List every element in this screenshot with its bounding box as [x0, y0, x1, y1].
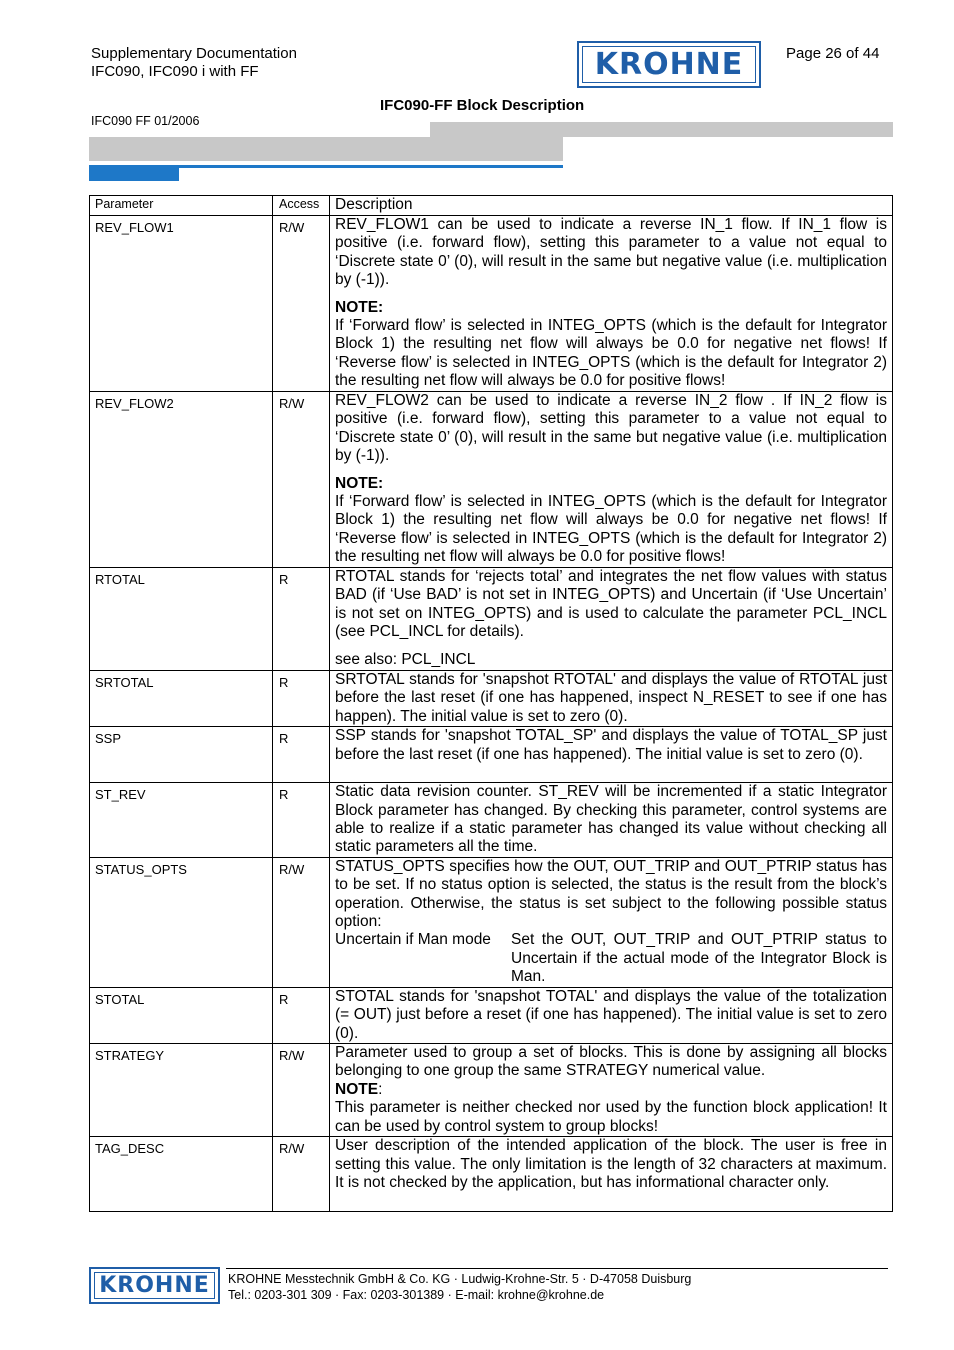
description-text: SSP stands for 'snapshot TOTAL_SP' and displays the value of TOTAL_SP just before the last reset (if one has happened). The initial value is set to zero (0). — [335, 727, 887, 763]
param-name: TAG_DESC — [90, 1137, 273, 1212]
table-row — [90, 857, 893, 987]
param-description — [330, 987, 893, 1043]
param-description — [330, 783, 893, 858]
param-access: R — [273, 987, 330, 1043]
description-text: STOTAL stands for 'snapshot TOTAL' and displays the value of the totalization (= OUT) just before a reset (if one has happened). The initial value is set to zero (0). — [335, 987, 887, 1042]
param-description — [330, 568, 893, 671]
parameter-table — [89, 195, 893, 1212]
header-band-blue-block — [89, 168, 179, 181]
param-description — [330, 857, 893, 987]
description-text: User description of the intended application of the block. The user is free in setting this value. The only limitation is the length of 32 characters at maximum. It is not checked by the application, but has informational character only. — [335, 1137, 887, 1191]
param-access: R — [273, 568, 330, 671]
note-colon: : — [378, 1080, 383, 1098]
footer-contact: Tel.: 0203-301 309 · Fax: 0203-301389 · E-mail: krohne@krohne.de — [228, 1288, 605, 1302]
description-text: REV_FLOW1 can be used to indicate a reverse IN_1 flow. If IN_1 flow is positive (i.e. forward flow), setting this parameter to a value not equal to ‘Discrete state 0’ (0), will result in the same but negative value (i.e. multiplication by (-1)). — [335, 216, 887, 289]
description-text: RTOTAL stands for ‘rejects total’ and integrates the net flow values with status BAD (if ‘Use BAD’ is not set in INTEG_OPTS) and Uncertain (if ‘Use Uncertain’ is not set on INTEG_OPTS) and is used to calculate the parameter PCL_INCL (see PCL_INCL for details). — [335, 568, 887, 641]
param-description — [330, 1044, 893, 1137]
note-label: NOTE: — [335, 474, 384, 492]
note-label: NOTE: — [335, 298, 384, 316]
status-option-description: Set the OUT, OUT_TRIP and OUT_PTRIP status to Uncertain if the actual mode of the Integrator Block is Man. — [511, 931, 887, 986]
header-band-grey-left — [89, 137, 563, 161]
table-row — [90, 987, 893, 1043]
note-label: NOTE — [335, 1080, 379, 1098]
param-access: R/W — [273, 392, 330, 568]
table-row — [90, 392, 893, 568]
param-name: STATUS_OPTS — [90, 857, 273, 987]
footer-logo-text: KROHNE — [94, 1272, 215, 1299]
param-name: STRATEGY — [90, 1044, 273, 1137]
doc-title-line2: IFC090, IFC090 i with FF — [91, 63, 259, 80]
table-row — [90, 671, 893, 727]
col-header-parameter: Parameter — [90, 196, 273, 216]
param-access: R/W — [273, 216, 330, 392]
param-access: R/W — [273, 1044, 330, 1137]
param-description — [330, 671, 893, 727]
table-header-row — [90, 196, 893, 216]
param-access: R — [273, 727, 330, 783]
col-header-access: Access — [273, 196, 330, 216]
table-row — [90, 216, 893, 392]
logo-text: KROHNE — [582, 46, 756, 83]
param-access: R/W — [273, 1137, 330, 1212]
param-description — [330, 216, 893, 392]
param-access: R — [273, 783, 330, 858]
param-access: R/W — [273, 857, 330, 987]
description-text: Static data revision counter. ST_REV will be incremented if a static Integrator Block parameter has changed. By checking this parameter, control systems are able to realize if a static parameter has changed its value without checking all static parameters all the time. — [335, 783, 887, 856]
table-row — [90, 727, 893, 783]
param-name: REV_FLOW2 — [90, 392, 273, 568]
param-name: ST_REV — [90, 783, 273, 858]
param-description — [330, 392, 893, 568]
description-text: SRTOTAL stands for 'snapshot RTOTAL' and displays the value of RTOTAL just before the last reset (if one has happened, inspect N_RESET to see if one has happen). The initial value is set to zero (0). — [335, 671, 887, 725]
note-text: If ‘Forward flow’ is selected in INTEG_OPTS (which is the default for Integrator Block 1) the resulting net flow will always be 0.0 for negative net flows! If ‘Reverse flow’ is selected in INTEG_OPTS (which is the default for Integrator 2) the resulting net flow will always be 0.0 for positive flows! — [335, 493, 887, 566]
section-title: IFC090-FF Block Description — [380, 97, 585, 114]
table-row — [90, 1137, 893, 1212]
footer-rule — [226, 1268, 888, 1269]
doc-title-line1: Supplementary Documentation — [91, 45, 297, 62]
footer-krohne-logo — [89, 1267, 220, 1304]
table-row — [90, 1044, 893, 1137]
param-name: RTOTAL — [90, 568, 273, 671]
description-text: STATUS_OPTS specifies how the OUT, OUT_TRIP and OUT_PTRIP status has to be set. If no status option is selected, the status is the result from the block’s operation. Otherwise, the status is set subject to the following possible status option: — [335, 857, 887, 931]
description-text: Parameter used to group a set of blocks. This is done by assigning all blocks belonging to one group the same STRATEGY numerical value. — [335, 1044, 887, 1080]
col-header-description: Description — [330, 196, 893, 216]
see-also-text: see also: PCL_INCL — [335, 650, 476, 668]
param-name: SRTOTAL — [90, 671, 273, 727]
param-name: STOTAL — [90, 987, 273, 1043]
table-row — [90, 568, 893, 671]
note-text: If ‘Forward flow’ is selected in INTEG_OPTS (which is the default for Integrator Block 1) the resulting net flow will always be 0.0 for negative net flows! If ‘Reverse flow’ is selected in INTEG_OPTS (which is the default for Integrator 2) the resulting net flow will always be 0.0 for positive flows! — [335, 317, 887, 390]
description-text: REV_FLOW2 can be used to indicate a reverse IN_2 flow . If IN_2 flow is positive (i.e. forward flow), setting this parameter to a value not equal to ‘Discrete state 0’ (0), will result in the same but negative value (i.e. multiplication by (-1)). — [335, 392, 887, 465]
header-band-grey-right — [430, 122, 893, 137]
krohne-logo — [577, 41, 761, 88]
param-name: REV_FLOW1 — [90, 216, 273, 392]
status-option-name: Uncertain if Man mode — [335, 931, 491, 949]
param-description — [330, 727, 893, 783]
note-text: This parameter is neither checked nor used by the function block application! It can be used by control system to group blocks! — [335, 1099, 887, 1135]
param-access: R — [273, 671, 330, 727]
page-number: Page 26 of 44 — [786, 45, 880, 62]
table-row — [90, 783, 893, 858]
footer-address: KROHNE Messtechnik GmbH & Co. KG · Ludwig-Krohne-Str. 5 · D-47058 Duisburg — [228, 1272, 692, 1286]
status-option — [335, 931, 887, 986]
param-name: SSP — [90, 727, 273, 783]
param-description — [330, 1137, 893, 1212]
doc-code: IFC090 FF 01/2006 — [91, 114, 200, 128]
